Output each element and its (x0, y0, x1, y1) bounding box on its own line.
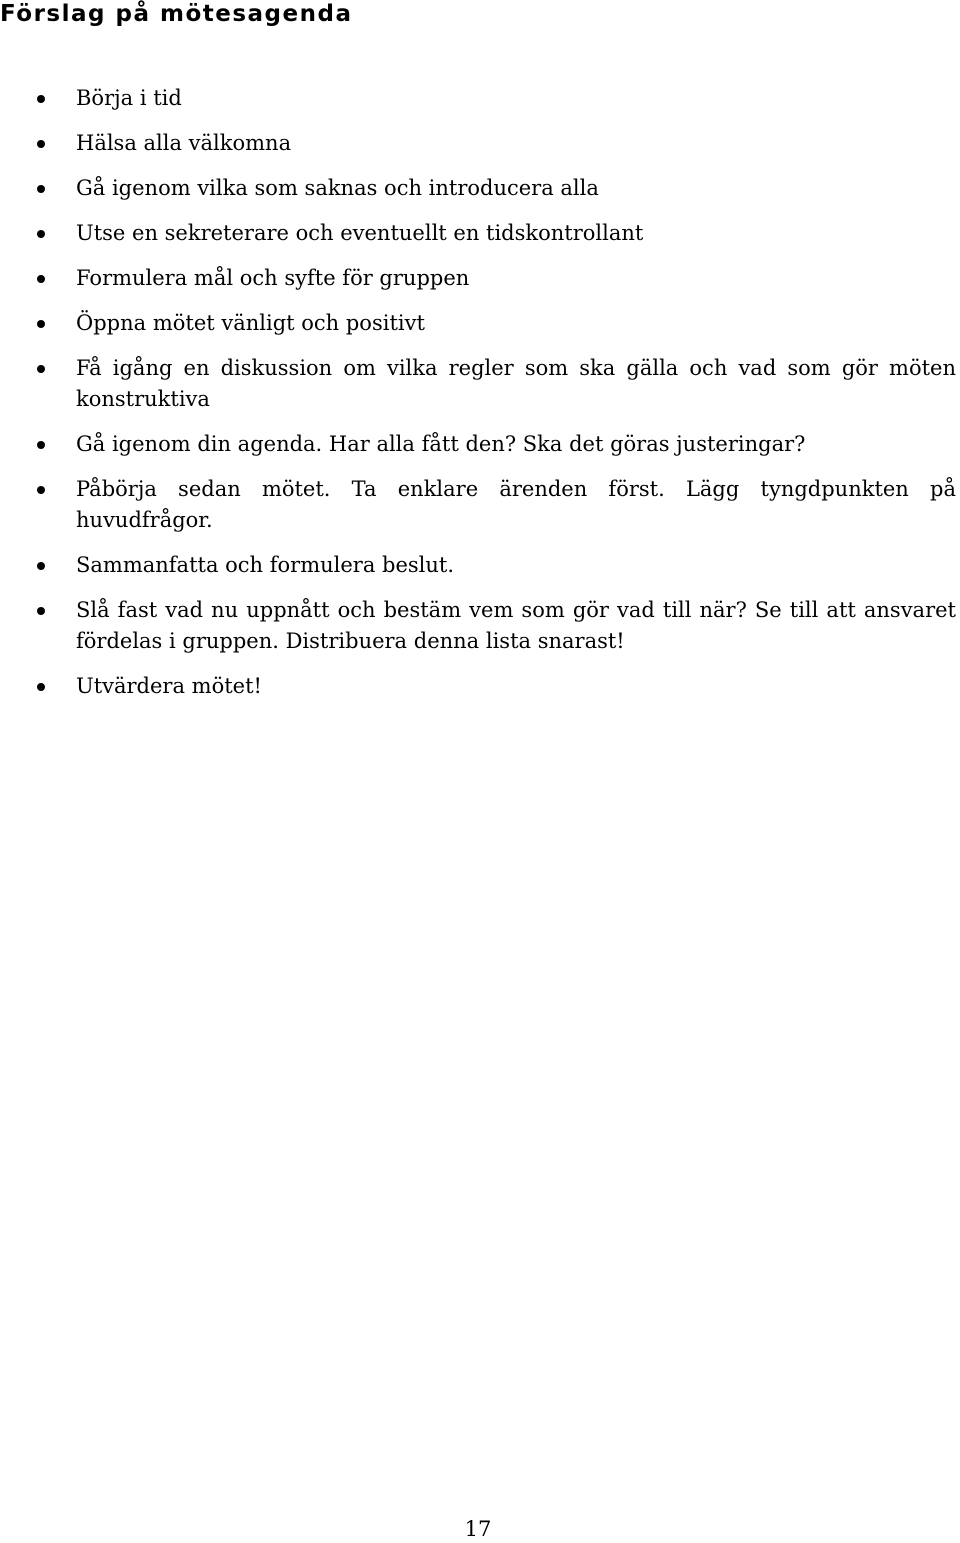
bullet-icon (37, 562, 45, 570)
list-item (0, 474, 960, 536)
page-number (0, 1516, 960, 1542)
list-item (0, 128, 960, 159)
list-item (0, 671, 960, 702)
list-item-text: Gå igenom vilka som saknas och introducera alla (76, 176, 599, 200)
page-heading: Förslag på mötesagenda (0, 1, 353, 27)
list-item (0, 353, 960, 415)
list-item-text: Gå igenom din agenda. Har alla fått den? Ska det göras justeringar? (76, 432, 806, 456)
bullet-icon (37, 275, 45, 283)
list-item (0, 218, 960, 249)
list-item-text: Hälsa alla välkomna (76, 131, 292, 155)
list-item (0, 173, 960, 204)
list-item-text: Utse en sekreterare och eventuellt en tidskontrollant (76, 221, 644, 245)
bullet-icon (37, 320, 45, 328)
list-item (0, 308, 960, 339)
list-item-text: Få igång en diskussion om vilka regler som ska gälla och vad som gör möten konstruktiva (76, 356, 956, 411)
bullet-icon (37, 95, 45, 103)
list-item (0, 550, 960, 581)
list-item (0, 83, 960, 114)
list-item-text: Slå fast vad nu uppnått och bestäm vem som gör vad till när? Se till att ansvaret fördelas i gruppen. Distribuera denna lista snarast! (76, 598, 956, 653)
list-item (0, 263, 960, 294)
bullet-icon (37, 607, 45, 615)
agenda-list (0, 83, 960, 716)
bullet-icon (37, 441, 45, 449)
list-item-text: Sammanfatta och formulera beslut. (76, 553, 455, 577)
page-number-text: 17 (464, 1517, 492, 1541)
bullet-icon (37, 683, 45, 691)
list-item-text: Öppna mötet vänligt och positivt (76, 311, 425, 335)
bullet-icon (37, 140, 45, 148)
bullet-icon (37, 230, 45, 238)
bullet-icon (37, 365, 45, 373)
bullet-icon (37, 486, 45, 494)
list-item-text: Formulera mål och syfte för gruppen (76, 266, 470, 290)
list-item (0, 595, 960, 657)
list-item-text: Utvärdera mötet! (76, 674, 262, 698)
list-item-text: Börja i tid (76, 86, 182, 110)
bullet-icon (37, 185, 45, 193)
list-item-text: Påbörja sedan mötet. Ta enklare ärenden först. Lägg tyngdpunkten på huvudfrågor. (76, 477, 956, 532)
list-item (0, 429, 960, 460)
